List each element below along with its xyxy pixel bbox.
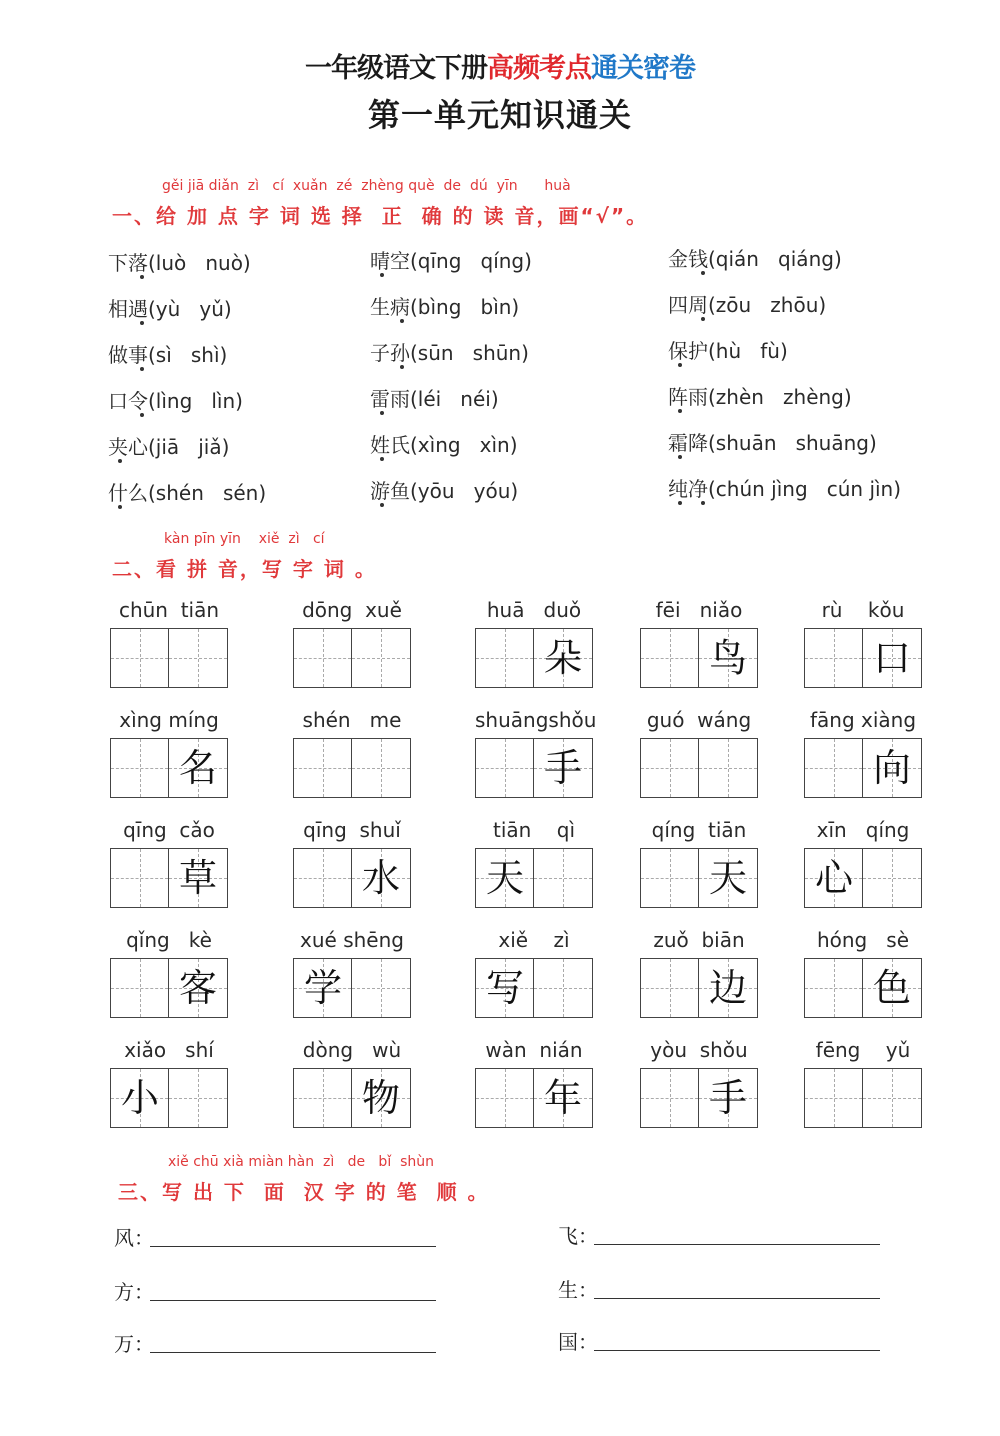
given-character: 鸟 <box>708 636 747 680</box>
pinyin-label: xiě zì <box>498 928 570 952</box>
s3-answer-line[interactable] <box>150 1300 436 1301</box>
s1-word: 什么 <box>108 481 148 505</box>
given-character <box>534 959 592 1017</box>
given-character: 草 <box>178 856 217 900</box>
emphasis-dot <box>140 367 144 371</box>
s1-word: 生病 <box>370 295 410 319</box>
pinyin-label: guó wáng <box>646 708 752 732</box>
s1-options[interactable]: (jiā jiǎ) <box>148 435 230 459</box>
s1-item <box>370 383 499 412</box>
s3-label: 生： <box>558 1278 598 1302</box>
given-character <box>169 1069 227 1127</box>
emphasis-dot <box>140 321 144 325</box>
given-character <box>352 629 410 687</box>
s1-item <box>108 293 232 322</box>
pinyin-label: xué shēng <box>300 928 404 952</box>
s1-item <box>668 381 852 410</box>
section3-pinyin: xiě chū xià miàn hàn zì de bǐ shùn <box>168 1154 435 1170</box>
given-character <box>476 629 534 687</box>
given-character: 客 <box>178 966 217 1010</box>
given-character: 学 <box>303 966 342 1010</box>
s1-word: 姓氏 <box>370 433 410 457</box>
given-character <box>641 739 699 797</box>
pinyin-label: chūn tiān <box>118 598 220 622</box>
pinyin-label: shuāngshǒu <box>475 708 597 732</box>
writing-grid <box>110 628 228 688</box>
s1-word: 下落 <box>108 251 148 275</box>
given-character <box>476 1069 534 1127</box>
pinyin-label: hóng sè <box>816 928 910 952</box>
writing-grid <box>640 1068 758 1128</box>
s1-item <box>370 429 518 458</box>
emphasis-dot <box>400 319 404 323</box>
pinyin-label: qǐng kè <box>126 928 212 952</box>
s3-answer-line[interactable] <box>594 1350 880 1351</box>
s1-word: 金钱 <box>668 247 708 271</box>
s1-item <box>668 243 842 272</box>
s1-word: 保护 <box>668 339 708 363</box>
emphasis-dot <box>140 413 144 417</box>
writing-grid <box>640 738 758 798</box>
s1-item <box>370 337 529 366</box>
writing-grid <box>475 738 593 798</box>
given-character <box>294 739 352 797</box>
section2-title: 二、看 拼 音，写 字 词 。 <box>112 557 377 581</box>
given-character <box>699 739 757 797</box>
given-character: 小 <box>120 1076 159 1120</box>
section1-title: 一、给 加 点 字 词 选 择 正 确 的 读 音，画“√”。 <box>112 204 649 228</box>
given-character: 天 <box>708 856 747 900</box>
s1-item <box>668 473 901 502</box>
emphasis-dot <box>380 457 384 461</box>
section3-title: 三、写 出 下 面 汉 字 的 笔 顺 。 <box>118 1180 490 1204</box>
emphasis-dot <box>678 455 682 459</box>
s1-word: 霜降 <box>668 431 708 455</box>
given-character <box>641 849 699 907</box>
writing-grid <box>804 738 922 798</box>
emphasis-dot <box>118 459 122 463</box>
section1-pinyin: gěi jiā diǎn zì cí xuǎn zé zhèng què de dú yīn huà <box>162 178 571 194</box>
s3-answer-line[interactable] <box>594 1244 880 1245</box>
given-character <box>534 849 592 907</box>
pinyin-label: xìng míng <box>119 708 219 732</box>
s3-label: 万： <box>114 1332 154 1356</box>
emphasis-dot <box>118 505 122 509</box>
s1-options[interactable]: (yù yǔ) <box>148 297 232 321</box>
section2-pinyin: kàn pīn yīn xiě zì cí <box>164 531 325 547</box>
s3-label: 风： <box>114 1226 154 1250</box>
pinyin-label: dòng wù <box>302 1038 402 1062</box>
s1-item <box>370 291 519 320</box>
given-character: 朵 <box>543 636 582 680</box>
worksheet-title <box>0 46 1000 85</box>
s1-item <box>108 477 266 506</box>
pinyin-label: qíng tiān <box>651 818 747 842</box>
s1-options[interactable]: (shén sén) <box>148 481 267 505</box>
title-blue-part: 通关密卷 <box>591 53 695 84</box>
s1-word: 口令 <box>108 389 148 413</box>
writing-grid <box>110 1068 228 1128</box>
given-character <box>352 739 410 797</box>
given-character <box>863 849 921 907</box>
s1-options[interactable]: (luò nuò) <box>148 251 251 275</box>
writing-grid <box>110 848 228 908</box>
s1-item <box>668 335 788 364</box>
s1-word: 做事 <box>108 343 148 367</box>
pinyin-label: fēi niǎo <box>655 598 743 622</box>
given-character: 心 <box>814 856 853 900</box>
s1-word: 雷雨 <box>370 387 410 411</box>
writing-grid <box>804 848 922 908</box>
s1-word: 子孙 <box>370 341 410 365</box>
given-character <box>169 629 227 687</box>
s1-item <box>108 247 251 276</box>
writing-grid <box>804 1068 922 1128</box>
s1-item <box>668 289 826 318</box>
given-character <box>805 739 863 797</box>
emphasis-dot <box>400 365 404 369</box>
s1-options[interactable]: (zōu zhōu) <box>708 293 827 317</box>
given-character: 边 <box>708 966 747 1010</box>
pinyin-label: yòu shǒu <box>650 1038 748 1062</box>
pinyin-label: rù kǒu <box>821 598 905 622</box>
s1-options[interactable]: (sūn shūn) <box>410 341 529 365</box>
emphasis-dot <box>678 363 682 367</box>
writing-grid <box>640 628 758 688</box>
s1-item <box>668 427 877 456</box>
pinyin-label: fēng yǔ <box>815 1038 911 1062</box>
pinyin-label: fāng xiàng <box>809 708 917 732</box>
writing-grid <box>293 1068 411 1128</box>
s1-item <box>108 339 227 368</box>
pinyin-label: huā duǒ <box>486 598 582 622</box>
given-character: 天 <box>485 856 524 900</box>
s1-options[interactable]: (hù fù) <box>708 339 788 363</box>
s1-word: 晴空 <box>370 249 410 273</box>
s1-word: 游鱼 <box>370 479 410 503</box>
given-character <box>294 1069 352 1127</box>
writing-grid <box>293 628 411 688</box>
given-character <box>863 1069 921 1127</box>
s1-item <box>370 245 532 274</box>
given-character <box>641 629 699 687</box>
given-character <box>111 629 169 687</box>
s1-item <box>108 385 243 414</box>
given-character: 手 <box>543 746 582 790</box>
s3-answer-line[interactable] <box>594 1298 880 1299</box>
writing-grid <box>293 958 411 1018</box>
writing-grid <box>804 628 922 688</box>
given-character <box>641 1069 699 1127</box>
emphasis-dot <box>701 317 705 321</box>
s1-word: 相遇 <box>108 297 148 321</box>
s1-item <box>370 475 518 504</box>
s1-options[interactable]: (qián qiáng) <box>708 247 842 271</box>
writing-grid <box>110 958 228 1018</box>
given-character <box>111 739 169 797</box>
given-character <box>111 959 169 1017</box>
s1-options[interactable]: (sì shì) <box>148 343 228 367</box>
writing-grid <box>640 848 758 908</box>
given-character: 名 <box>178 746 217 790</box>
s1-options[interactable]: (zhèn zhèng) <box>708 385 852 409</box>
writing-grid <box>475 848 593 908</box>
worksheet-subtitle: 第一单元知识通关 <box>367 96 632 134</box>
emphasis-dot <box>701 271 705 275</box>
pinyin-label: tiān qì <box>492 818 575 842</box>
s1-word: 纯净 <box>668 477 708 501</box>
s1-item <box>108 431 229 460</box>
s1-options[interactable]: (chún jìng cún jìn) <box>708 477 902 501</box>
s1-word: 夹心 <box>108 435 148 459</box>
writing-grid <box>293 738 411 798</box>
pinyin-label: shén me <box>302 708 402 732</box>
s3-label: 国： <box>558 1330 598 1354</box>
pinyin-label: qīng cǎo <box>123 818 215 842</box>
emphasis-dot <box>678 409 682 413</box>
s3-answer-line[interactable] <box>150 1246 436 1247</box>
given-character: 向 <box>872 746 911 790</box>
given-character: 口 <box>872 636 911 680</box>
given-character <box>805 959 863 1017</box>
given-character: 手 <box>708 1076 747 1120</box>
s1-options[interactable]: (xìng xìn) <box>410 433 518 457</box>
s1-options[interactable]: (yōu yóu) <box>410 479 519 503</box>
title-black-part: 一年级语文下册 <box>305 53 487 84</box>
given-character: 物 <box>361 1076 400 1120</box>
s1-options[interactable]: (bìng bìn) <box>410 295 520 319</box>
writing-grid <box>640 958 758 1018</box>
writing-grid <box>293 848 411 908</box>
s1-options[interactable]: (lìng lìn) <box>148 389 243 413</box>
given-character: 写 <box>485 966 524 1010</box>
given-character <box>805 629 863 687</box>
emphasis-dot <box>380 273 384 277</box>
pinyin-label: qīng shuǐ <box>303 818 401 842</box>
title-red-part: 高频考点 <box>487 53 591 84</box>
given-character <box>294 849 352 907</box>
s3-answer-line[interactable] <box>150 1352 436 1353</box>
given-character <box>476 739 534 797</box>
emphasis-dot <box>140 275 144 279</box>
s1-options[interactable]: (shuān shuāng) <box>708 431 877 455</box>
s3-label: 飞： <box>558 1224 598 1248</box>
given-character <box>805 1069 863 1127</box>
given-character <box>111 849 169 907</box>
writing-grid <box>475 958 593 1018</box>
s1-word: 四周 <box>668 293 708 317</box>
emphasis-dot <box>678 501 682 505</box>
pinyin-label: xīn qíng <box>816 818 910 842</box>
given-character <box>641 959 699 1017</box>
writing-grid <box>475 1068 593 1128</box>
given-character: 水 <box>361 856 400 900</box>
s1-options[interactable]: (qīng qíng) <box>410 249 532 273</box>
pinyin-label: xiǎo shí <box>124 1038 214 1062</box>
writing-grid <box>110 738 228 798</box>
emphasis-dot <box>701 501 705 505</box>
given-character <box>352 959 410 1017</box>
emphasis-dot <box>380 503 384 507</box>
s1-word: 阵雨 <box>668 385 708 409</box>
given-character <box>294 629 352 687</box>
pinyin-label: wàn nián <box>485 1038 583 1062</box>
writing-grid <box>475 628 593 688</box>
writing-grid <box>804 958 922 1018</box>
s1-options[interactable]: (léi néi) <box>410 387 499 411</box>
pinyin-label: dōng xuě <box>302 598 402 622</box>
given-character: 年 <box>543 1076 582 1120</box>
pinyin-label: zuǒ biān <box>653 928 745 952</box>
s3-label: 方： <box>114 1280 154 1304</box>
given-character: 色 <box>872 966 911 1010</box>
emphasis-dot <box>380 411 384 415</box>
